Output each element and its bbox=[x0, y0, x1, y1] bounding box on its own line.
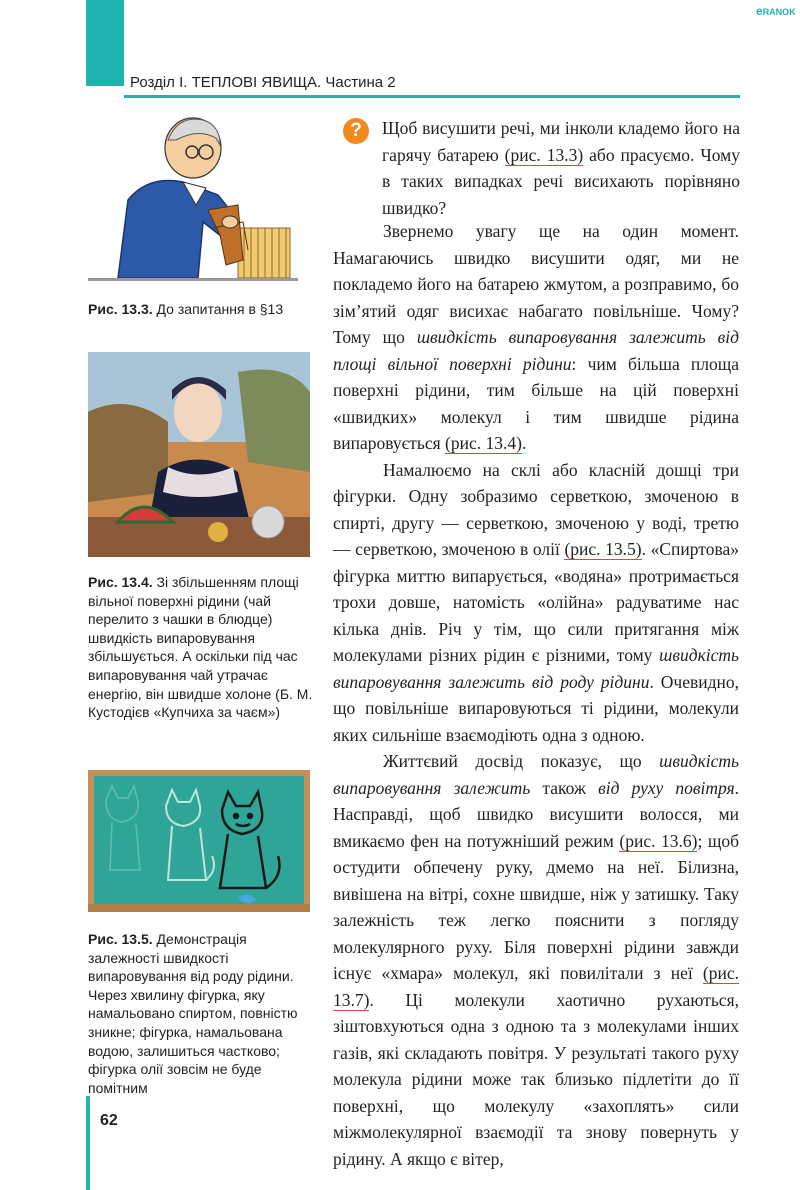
figure-13-3-illustration bbox=[88, 110, 298, 285]
figure-13-4-caption: Рис. 13.4. Зі збільшенням площі вільної поверхні рідини (чай перелито з чашки в блюдце) швидкість випаровування збільшується. А оскільки під час випаровування чай утрачає енергію, він швидше холоне (Б. М. Кустодієв «Купчиха за чаєм») bbox=[88, 574, 313, 721]
figure-reference[interactable]: (рис. 13.4) bbox=[445, 433, 522, 453]
figure-13-3-caption: Рис. 13.3. До запитання в §13 bbox=[88, 301, 284, 317]
section-title: Розділ I. ТЕПЛОВІ ЯВИЩА. Частина 2 bbox=[130, 74, 396, 91]
paragraph-liquid-type: Намалюємо на склі або класній дошці три фігурки. Одну зобразимо серветкою, змоченою в спирті, другу — серветкою, змоченою у воді, третю — серветкою, змоченою в олії (рис. 13.5). «Спиртова» фігурка миттю випарується, «водяна» протримається трохи довше, натомість «олійна» радуватиме нас кілька днів. Річ у тім, що сили притягання між молекулами різних рідин є різними, тому швидкість випаровування залежить від роду рідини. Очевидно, що повільніше випаровуються ті рідини, молекули яких сильніше взаємодіють одна з одною. bbox=[333, 459, 740, 745]
header-accent-block bbox=[86, 0, 124, 86]
page-number: 62 bbox=[100, 1112, 118, 1129]
publisher-logo: eRANOK bbox=[756, 4, 796, 18]
figure-13-5-chalkboard bbox=[88, 770, 310, 915]
question-icon: ? bbox=[343, 118, 369, 144]
figure-13-4-painting bbox=[88, 352, 310, 557]
header-divider bbox=[124, 95, 740, 98]
figure-13-5-caption: Рис. 13.5. Демонстрація залежності швидкості випаровування від роду рідини. Через хвилину фігурка, яку намальовано спиртом, повністю зникне; фігурка, намальована водою, залишиться частково; фігурка олії зовсім не буде помітним bbox=[88, 931, 298, 1096]
footer-accent-line bbox=[86, 1096, 90, 1190]
figure-reference[interactable]: (рис. 13.7) bbox=[333, 963, 739, 1010]
question-text: Щоб висушити речі, ми інколи кладемо його на гарячу батарею (рис. 13.3) або прасуємо. Чому в таких випадках речі висихають порівняно швидко? bbox=[382, 118, 741, 218]
figure-reference[interactable]: (рис. 13.3) bbox=[504, 144, 584, 165]
paragraph-surface-area: Звернемо увагу ще на один момент. Намагаючись швидко висушити одяг, ми не покладемо його на батарею жмутом, а розправимо, бо зім’ятий одяг висихає набагато повільніше. Чому? Тому що швидкість випаровування залежить від площі вільної поверхні рідини: чим більша площа поверхні рідини, тим більше на цій поверхні «швидких» молекул і тим швидше рідина випаровується (рис. 13.4). bbox=[333, 221, 739, 453]
figure-reference[interactable]: (рис. 13.5) bbox=[564, 539, 642, 559]
paragraph-air-movement: Життєвий досвід показує, що швидкість випаровування залежить також від руху повітря. Насправді, щоб швидко висушити волосся, ми вмикаємо фен на потужніший режим (рис. 13.6); щоб остудити обпечену руку, дмемо на неї. Білизна, вивішена на вітрі, сохне швидше, ніж у затишку. Таку залежність теж легко пояснити з погляду молекулярного руху. Біля поверхні рідини завжди існує «хмара» молекул, які повилітали з неї (рис. 13.7). Ці молекули хаотично рухаються, зіштовхуються одна з одною та з молекулами інших газів, які складають повітря. У результаті такого руху молекула рідини може так близько підлетіти до її поверхні, що молекулу «захоплять» сили міжмолекулярної взаємодії та знову повернуть у рідину. А якщо є вітер, bbox=[333, 751, 740, 1169]
main-text bbox=[333, 218, 739, 1172]
figure-reference[interactable]: (рис. 13.6) bbox=[619, 830, 698, 851]
